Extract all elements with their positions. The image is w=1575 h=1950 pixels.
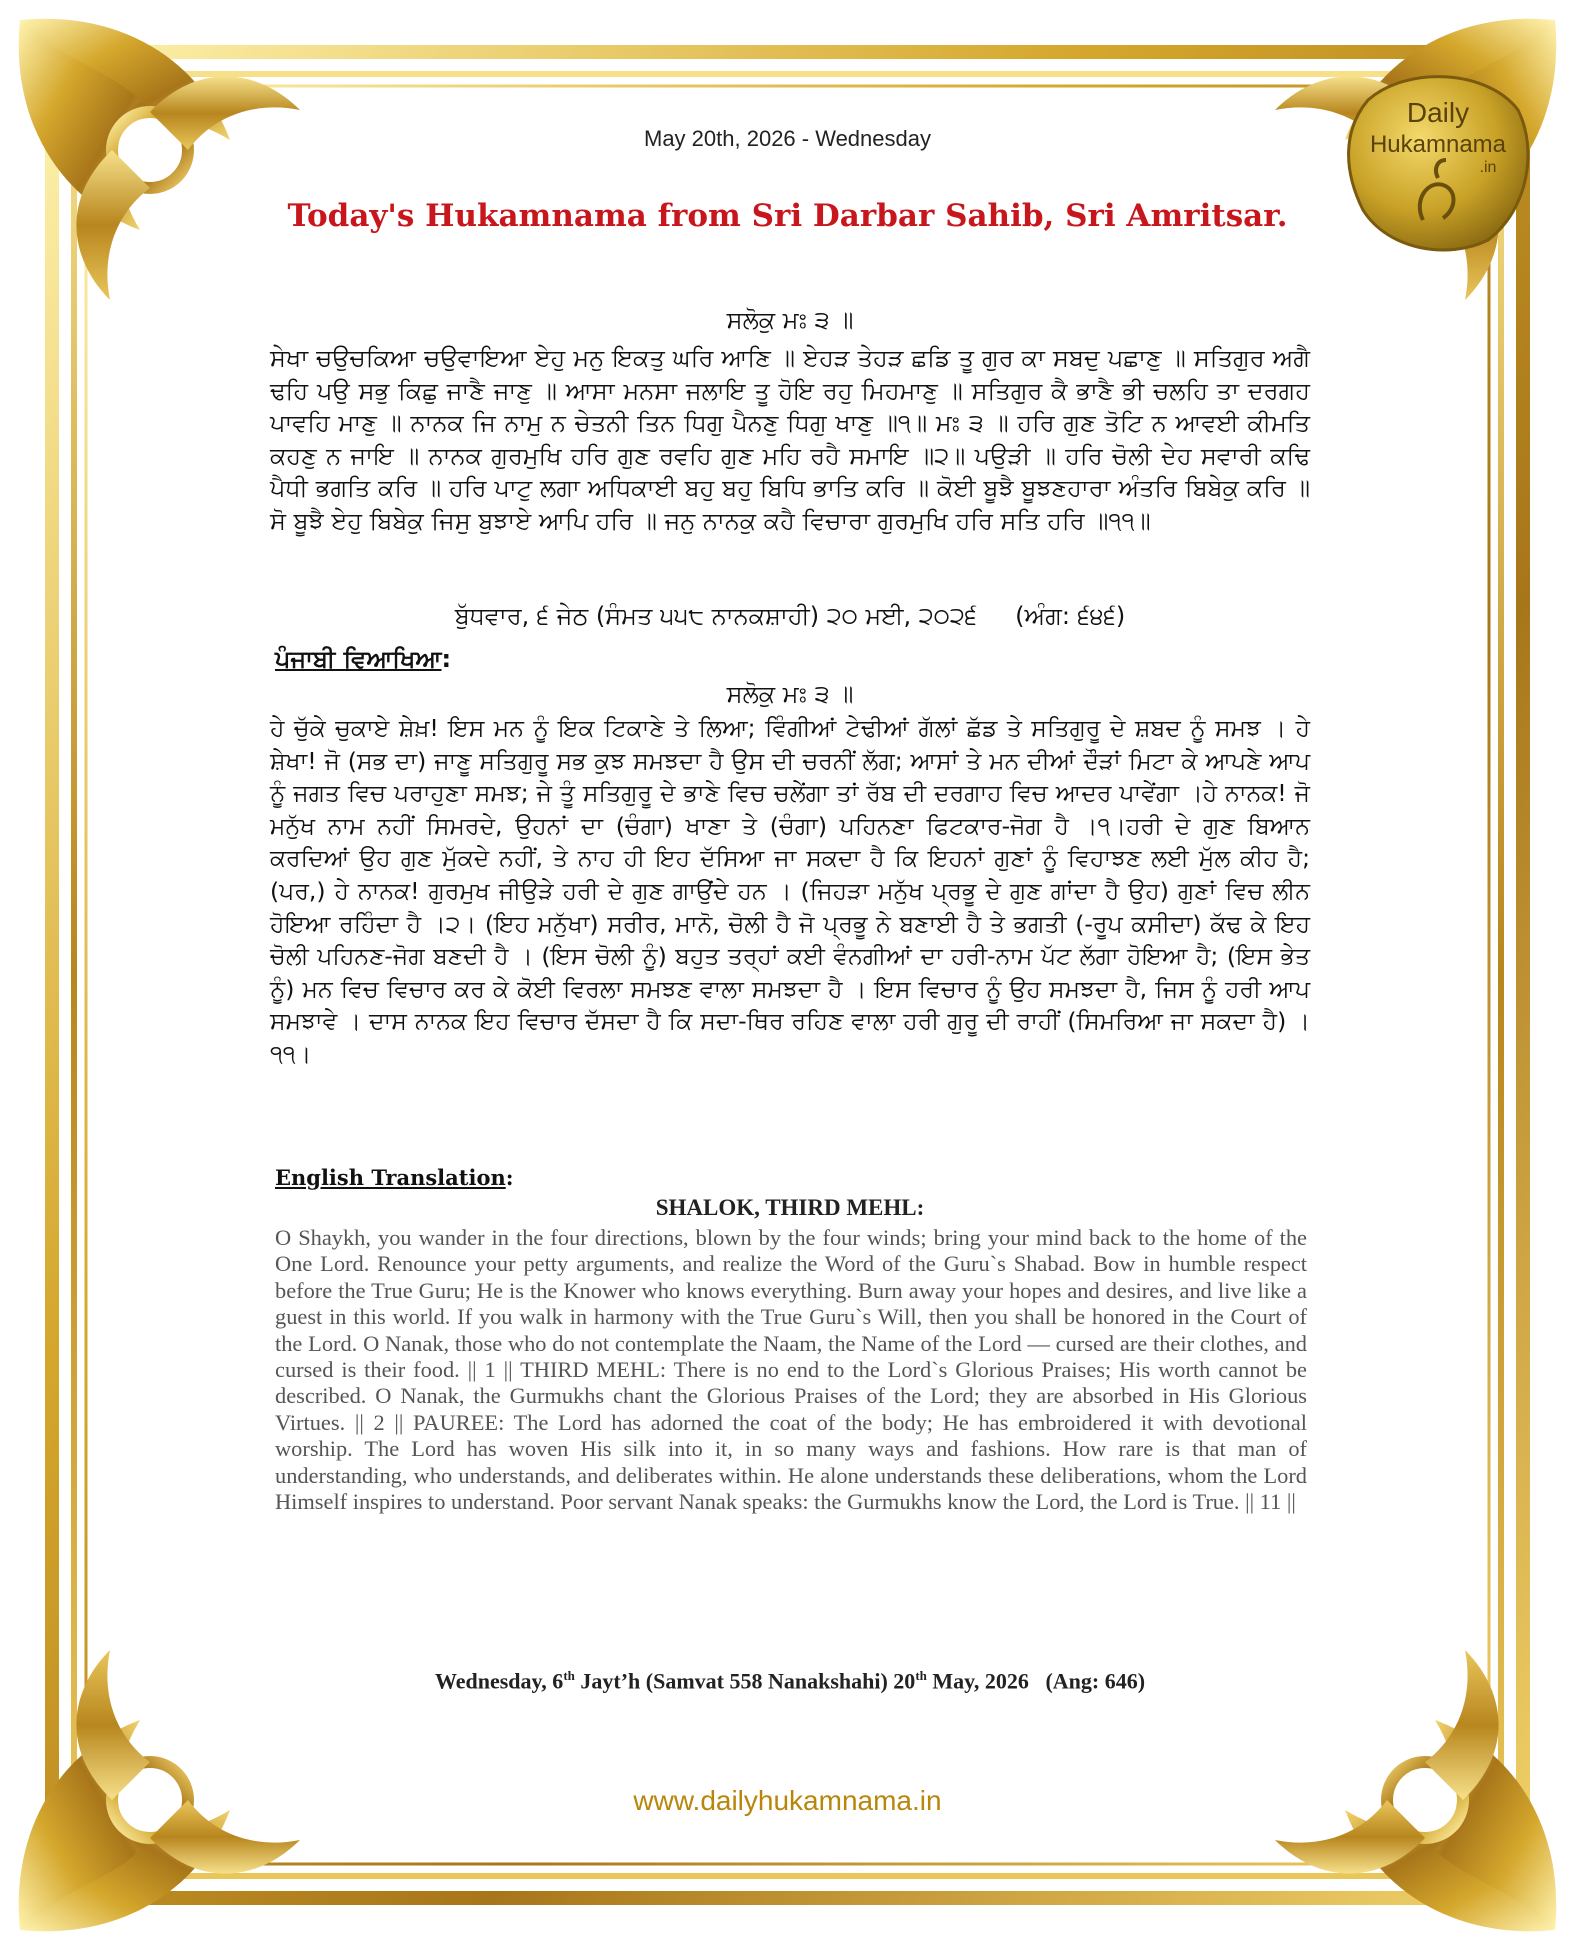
gurbani-date-line [270, 602, 1310, 630]
english-date-part-c: May, 2026 [926, 1668, 1029, 1694]
punjabi-section-label [275, 645, 451, 673]
gurbani-heading: ਸਲੋਕੁ ਮਃ ੩ ॥ [726, 306, 854, 334]
english-date-line [270, 1668, 1310, 1694]
gurbani-ang: (ਅੰਗ: ੬੪੬) [1015, 602, 1126, 630]
punjabi-heading: ਸਲੋਕੁ ਮਃ ੩ ॥ [726, 680, 854, 708]
english-label-text: English Translation [275, 1165, 506, 1190]
english-label-colon: : [505, 1165, 514, 1190]
english-translation: O Shaykh, you wander in the four directions, blown by the four winds; bring your mind back to the home of the One Lord. Renounce your petty arguments, and realize the Word of the Guru`s Shabad. Bow in humble respect before the True Guru; He is the Knower who knows everything. Burn away your hopes and desires, and live like a guest in this world. If you walk in harmony with the True Guru`s Will, then you shall be honored in the Court of the Lord. O Nanak, those who do not contemplate the Naam, the Name of the Lord — cursed are their clothes, and cursed is their food. || 1 || THIRD MEHL: There is no end to the Lord`s Glorious Praises; His worth cannot be described. O Nanak, the Gurmukhs chant the Glorious Praises of the Lord; they are absorbed in His Glorious Virtues. || 2 || PAUREE: The Lord has adorned the coat of the body; He has embroidered it with devotional worship. The Lord has woven His silk into it, in so many ways and fashions. How rare is that man of understanding, who understands, and deliberates within. He alone understands these deliberations, whom the Lord Himself inspires to understand. Poor servant Nanak speaks: the Gurmukhs know the Lord, the Lord is True. || 11 || [275, 1225, 1307, 1515]
logo-text-hukamnama: Hukamnama [1369, 131, 1507, 158]
english-date-sup2: th [915, 1668, 927, 1683]
page-title: Today's Hukamnama from Sri Darbar Sahib, Sri Amritsar. [287, 198, 1288, 234]
logo-text-daily: Daily [1406, 97, 1470, 128]
english-ang: (Ang: 646) [1045, 1668, 1146, 1694]
date-line: May 20th, 2026 - Wednesday [644, 126, 931, 151]
punjabi-label-text: ਪੰਜਾਬੀ ਵਿਆਖਿਆ [275, 645, 442, 673]
punjabi-explanation: ਹੇ ਚੁੱਕੇ ਚੁਕਾਏ ਸ਼ੇਖ਼! ਇਸ ਮਨ ਨੂੰ ਇਕ ਟਿਕਾਣੇ ਤੇ ਲਿਆ; ਵਿੰਗੀਆਂ ਟੇਢੀਆਂ ਗੱਲਾਂ ਛੱਡ ਤੇ ਸਤਿਗੁਰੂ ਦੇ ਸ਼ਬਦ ਨੂੰ ਸਮਝ । ਹੇ ਸ਼ੇਖਾ! ਜੋ (ਸਭ ਦਾ) ਜਾਣੂ ਸਤਿਗੁਰੂ ਸਭ ਕੁਝ ਸਮਝਦਾ ਹੈ ਉਸ ਦੀ ਚਰਨੀਂ ਲੱਗ; ਆਸਾਂ ਤੇ ਮਨ ਦੀਆਂ ਦੌੜਾਂ ਮਿਟਾ ਕੇ ਆਪਣੇ ਆਪ ਨੂੰ ਜਗਤ ਵਿਚ ਪਰਾਹੁਣਾ ਸਮਝ; ਜੇ ਤੂੰ ਸਤਿਗੁਰੂ ਦੇ ਭਾਣੇ ਵਿਚ ਚਲੇਂਗਾ ਤਾਂ ਰੱਬ ਦੀ ਦਰਗਾਹ ਵਿਚ ਆਦਰ ਪਾਵੇਂਗਾ ।ਹੇ ਨਾਨਕ! ਜੋ ਮਨੁੱਖ ਨਾਮ ਨਹੀਂ ਸਿਮਰਦੇ, ਉਹਨਾਂ ਦਾ (ਚੰਗਾ) ਖਾਣਾ ਤੇ (ਚੰਗਾ) ਪਹਿਨਣਾ ਫਿਟਕਾਰ-ਜੋਗ ਹੈ ।੧।ਹਰੀ ਦੇ ਗੁਣ ਬਿਆਨ ਕਰਦਿਆਂ ਉਹ ਗੁਣ ਮੁੱਕਦੇ ਨਹੀਂ, ਤੇ ਨਾਹ ਹੀ ਇਹ ਦੱਸਿਆ ਜਾ ਸਕਦਾ ਹੈ ਕਿ ਇਹਨਾਂ ਗੁਣਾਂ ਨੂੰ ਵਿਹਾਝਣ ਲਈ ਮੁੱਲ ਕੀਹ ਹੈ; (ਪਰ,) ਹੇ ਨਾਨਕ! ਗੁਰਮੁਖ ਜੀਉੜੇ ਹਰੀ ਦੇ ਗੁਣ ਗਾਉਂਦੇ ਹਨ । (ਜਿਹੜਾ ਮਨੁੱਖ ਪ੍ਰਭੂ ਦੇ ਗੁਣ ਗਾਂਦਾ ਹੈ ਉਹ) ਗੁਣਾਂ ਵਿਚ ਲੀਨ ਹੋਇਆ ਰਹਿੰਦਾ ਹੈ ।੨। (ਇਹ ਮਨੁੱਖਾ) ਸਰੀਰ, ਮਾਨੋ, ਚੋਲੀ ਹੈ ਜੋ ਪ੍ਰਭੂ ਨੇ ਬਣਾਈ ਹੈ ਤੇ ਭਗਤੀ (-ਰੂਪ ਕਸੀਦਾ) ਕੱਢ ਕੇ ਇਹ ਚੋਲੀ ਪਹਿਨਣ-ਜੋਗ ਬਣਦੀ ਹੈ । (ਇਸ ਚੋਲੀ ਨੂੰ) ਬਹੁਤ ਤਰ੍ਹਾਂ ਕਈ ਵੰਨਗੀਆਂ ਦਾ ਹਰੀ-ਨਾਮ ਪੱਟ ਲੱਗਾ ਹੋਇਆ ਹੈ; (ਇਸ ਭੇਤ ਨੂੰ) ਮਨ ਵਿਚ ਵਿਚਾਰ ਕਰ ਕੇ ਕੋਈ ਵਿਰਲਾ ਸਮਝਣ ਵਾਲਾ ਸਮਝਦਾ ਹੈ । ਇਸ ਵਿਚਾਰ ਨੂੰ ਉਹ ਸਮਝਦਾ ਹੈ, ਜਿਸ ਨੂੰ ਹਰੀ ਆਪ ਸਮਝਾਵੇ । ਦਾਸ ਨਾਨਕ ਇਹ ਵਿਚਾਰ ਦੱਸਦਾ ਹੈ ਕਿ ਸਦਾ-ਥਿਰ ਰਹਿਣ ਵਾਲਾ ਹਰੀ ਗੁਰੂ ਦੀ ਰਾਹੀਂ (ਸਿਮਰਿਆ ਜਾ ਸਕਦਾ ਹੈ) ।੧੧। [270, 714, 1310, 1068]
footer-website-link[interactable]: www.dailyhukamnama.in [633, 1785, 942, 1816]
gurbani-date: ਬੁੱਧਵਾਰ, ੬ ਜੇਠ (ਸੰਮਤ ੫੫੮ ਨਾਨਕਸ਼ਾਹੀ) ੨੦ ਮਈ, ੨੦੨੬ [454, 602, 977, 630]
english-date-sup1: th [563, 1668, 575, 1683]
english-date-part-b: Jayt’h (Samvat 558 Nanakshahi) 20 [574, 1668, 916, 1694]
logo-text-in: .in [1479, 159, 1497, 176]
english-section-label [275, 1165, 513, 1190]
corner-ornament-top-left [19, 19, 300, 300]
gurbani-text: ਸੇਖਾ ਚਉਚਕਿਆ ਚਉਵਾਇਆ ਏਹੁ ਮਨੁ ਇਕਤੁ ਘਰਿ ਆਣਿ ॥ ਏਹੜ ਤੇਹੜ ਛਡਿ ਤੂ ਗੁਰ ਕਾ ਸਬਦੁ ਪਛਾਣੁ ॥ ਸਤਿਗੁਰ ਅਗੈ ਢਹਿ ਪਉ ਸਭੁ ਕਿਛੁ ਜਾਣੈ ਜਾਣੁ ॥ ਆਸਾ ਮਨਸਾ ਜਲਾਇ ਤੂ ਹੋਇ ਰਹੁ ਮਿਹਮਾਣੁ ॥ ਸਤਿਗੁਰ ਕੈ ਭਾਣੈ ਭੀ ਚਲਹਿ ਤਾ ਦਰਗਹ ਪਾਵਹਿ ਮਾਣੁ ॥ ਨਾਨਕ ਜਿ ਨਾਮੁ ਨ ਚੇਤਨੀ ਤਿਨ ਧਿਗੁ ਪੈਨਣੁ ਧਿਗੁ ਖਾਣੁ ॥੧॥ ਮਃ ੩ ॥ ਹਰਿ ਗੁਣ ਤੋਟਿ ਨ ਆਵਈ ਕੀਮਤਿ ਕਹਣੁ ਨ ਜਾਇ ॥ ਨਾਨਕ ਗੁਰਮੁਖਿ ਹਰਿ ਗੁਣ ਰਵਹਿ ਗੁਣ ਮਹਿ ਰਹੈ ਸਮਾਇ ॥੨॥ ਪਉੜੀ ॥ ਹਰਿ ਚੋਲੀ ਦੇਹ ਸਵਾਰੀ ਕਢਿ ਪੈਧੀ ਭਗਤਿ ਕਰਿ ॥ ਹਰਿ ਪਾਟੁ ਲਗਾ ਅਧਿਕਾਈ ਬਹੁ ਬਹੁ ਬਿਧਿ ਭਾਤਿ ਕਰਿ ॥ ਕੋਈ ਬੂਝੈ ਬੂਝਣਹਾਰਾ ਅੰਤਰਿ ਬਿਬੇਕੁ ਕਰਿ ॥ ਸੋ ਬੂਝੈ ਏਹੁ ਬਿਬੇਕੁ ਜਿਸੁ ਬੁਝਾਏ ਆਪਿ ਹਰਿ ॥ ਜਨੁ ਨਾਨਕੁ ਕਹੈ ਵਿਚਾਰਾ ਗੁਰਮੁਖਿ ਹਰਿ ਸਤਿ ਹਰਿ ॥੧੧॥ [270, 344, 1310, 535]
english-heading: SHALOK, THIRD MEHL: [655, 1195, 925, 1220]
punjabi-label-colon: : [441, 645, 452, 673]
english-date-part-a: Wednesday, 6 [434, 1668, 564, 1694]
